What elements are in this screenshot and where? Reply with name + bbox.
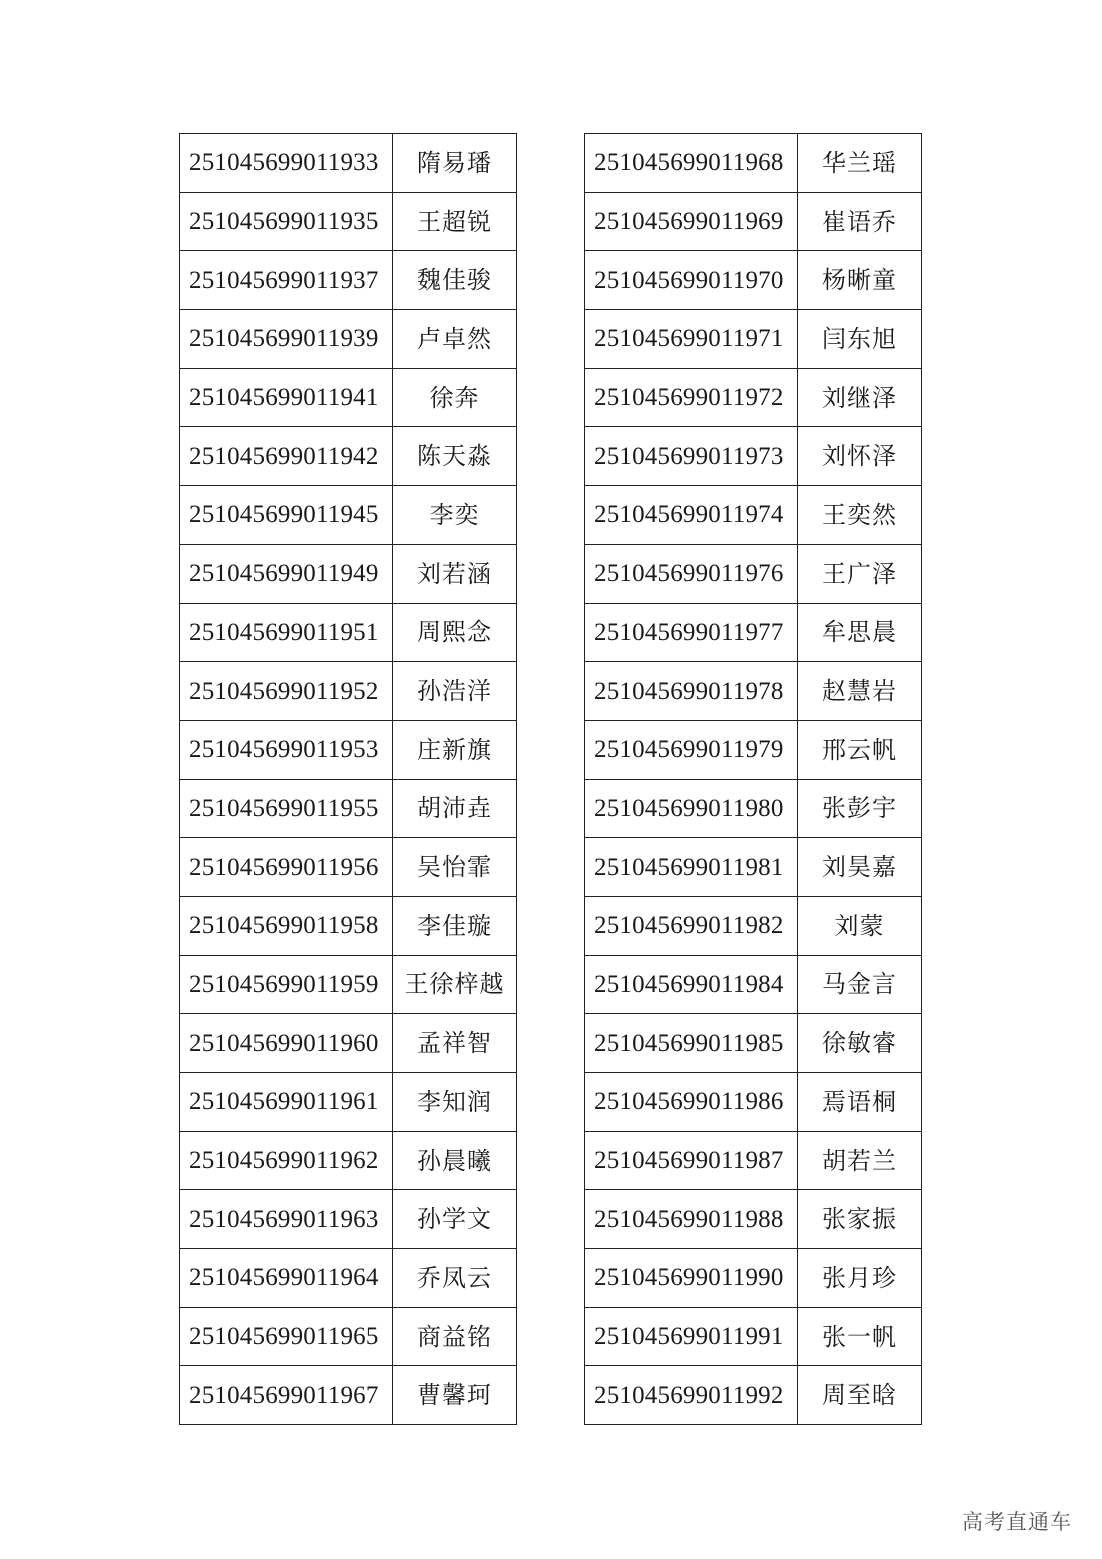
candidate-id-cell: 251045699011945 [180, 486, 393, 545]
left-roster-body [180, 134, 517, 1425]
table-row [180, 779, 517, 838]
table-row [180, 720, 517, 779]
candidate-id-cell: 251045699011962 [180, 1131, 393, 1190]
candidate-name-cell: 李知润 [393, 1073, 517, 1132]
table-row [180, 1307, 517, 1366]
candidate-id-cell: 251045699011967 [180, 1366, 393, 1425]
candidate-id-cell: 251045699011958 [180, 896, 393, 955]
table-row [180, 192, 517, 251]
candidate-id-cell: 251045699011951 [180, 603, 393, 662]
candidate-id-cell: 251045699011964 [180, 1249, 393, 1308]
candidate-name-cell: 胡沛垚 [393, 779, 517, 838]
candidate-name-cell: 王超锐 [393, 192, 517, 251]
table-row [585, 544, 922, 603]
candidate-name-cell: 王广泽 [798, 544, 922, 603]
table-row [585, 779, 922, 838]
table-row [180, 310, 517, 369]
table-row [180, 427, 517, 486]
candidate-id-cell: 251045699011991 [585, 1307, 798, 1366]
candidate-name-cell: 刘继泽 [798, 368, 922, 427]
candidate-id-cell: 251045699011990 [585, 1249, 798, 1308]
candidate-name-cell: 庄新旗 [393, 720, 517, 779]
candidate-name-cell: 陈天淼 [393, 427, 517, 486]
candidate-id-cell: 251045699011937 [180, 251, 393, 310]
table-row [180, 1014, 517, 1073]
candidate-id-cell: 251045699011960 [180, 1014, 393, 1073]
candidate-name-cell: 张家振 [798, 1190, 922, 1249]
candidate-name-cell: 乔凤云 [393, 1249, 517, 1308]
candidate-name-cell: 徐敏睿 [798, 1014, 922, 1073]
candidate-id-cell: 251045699011952 [180, 662, 393, 721]
table-row [585, 427, 922, 486]
candidate-id-cell: 251045699011986 [585, 1073, 798, 1132]
table-row [180, 486, 517, 545]
table-row [585, 486, 922, 545]
right-roster-table [584, 133, 922, 1425]
candidate-id-cell: 251045699011988 [585, 1190, 798, 1249]
table-row [585, 310, 922, 369]
candidate-id-cell: 251045699011968 [585, 134, 798, 193]
candidate-id-cell: 251045699011970 [585, 251, 798, 310]
table-row [585, 955, 922, 1014]
candidate-name-cell: 马金言 [798, 955, 922, 1014]
table-row [585, 1249, 922, 1308]
table-row [180, 1366, 517, 1425]
table-row [585, 1014, 922, 1073]
left-roster-table [179, 133, 517, 1425]
candidate-name-cell: 杨晰童 [798, 251, 922, 310]
candidate-name-cell: 崔语乔 [798, 192, 922, 251]
candidate-id-cell: 251045699011992 [585, 1366, 798, 1425]
table-row [180, 1131, 517, 1190]
candidate-id-cell: 251045699011933 [180, 134, 393, 193]
candidate-id-cell: 251045699011956 [180, 838, 393, 897]
candidate-name-cell: 闫东旭 [798, 310, 922, 369]
candidate-name-cell: 李佳璇 [393, 896, 517, 955]
candidate-id-cell: 251045699011982 [585, 896, 798, 955]
candidate-id-cell: 251045699011981 [585, 838, 798, 897]
candidate-name-cell: 卢卓然 [393, 310, 517, 369]
candidate-name-cell: 邢云帆 [798, 720, 922, 779]
candidate-id-cell: 251045699011974 [585, 486, 798, 545]
table-row [180, 603, 517, 662]
table-row [180, 662, 517, 721]
candidate-id-cell: 251045699011965 [180, 1307, 393, 1366]
table-row [585, 251, 922, 310]
candidate-id-cell: 251045699011949 [180, 544, 393, 603]
candidate-name-cell: 刘怀泽 [798, 427, 922, 486]
candidate-name-cell: 孙浩洋 [393, 662, 517, 721]
watermark-text: 高考直通车 [962, 1510, 1072, 1534]
candidate-name-cell: 华兰瑶 [798, 134, 922, 193]
candidate-id-cell: 251045699011955 [180, 779, 393, 838]
table-row [585, 720, 922, 779]
candidate-id-cell: 251045699011976 [585, 544, 798, 603]
candidate-id-cell: 251045699011987 [585, 1131, 798, 1190]
table-row [180, 896, 517, 955]
candidate-name-cell: 周熙念 [393, 603, 517, 662]
candidate-id-cell: 251045699011939 [180, 310, 393, 369]
candidate-id-cell: 251045699011980 [585, 779, 798, 838]
candidate-id-cell: 251045699011969 [585, 192, 798, 251]
candidate-name-cell: 刘昊嘉 [798, 838, 922, 897]
candidate-id-cell: 251045699011953 [180, 720, 393, 779]
candidate-id-cell: 251045699011961 [180, 1073, 393, 1132]
candidate-name-cell: 张一帆 [798, 1307, 922, 1366]
candidate-name-cell: 徐奔 [393, 368, 517, 427]
table-row [585, 1131, 922, 1190]
candidate-name-cell: 孙学文 [393, 1190, 517, 1249]
candidate-id-cell: 251045699011942 [180, 427, 393, 486]
table-row [180, 544, 517, 603]
table-row [180, 251, 517, 310]
table-row [585, 1307, 922, 1366]
table-row [585, 1366, 922, 1425]
candidate-name-cell: 牟思晨 [798, 603, 922, 662]
candidate-name-cell: 王徐梓越 [393, 955, 517, 1014]
table-row [585, 368, 922, 427]
candidate-id-cell: 251045699011979 [585, 720, 798, 779]
candidate-id-cell: 251045699011935 [180, 192, 393, 251]
table-row [585, 838, 922, 897]
candidate-name-cell: 商益铭 [393, 1307, 517, 1366]
table-row [585, 603, 922, 662]
table-row [585, 662, 922, 721]
candidate-name-cell: 孙晨曦 [393, 1131, 517, 1190]
candidate-name-cell: 张月珍 [798, 1249, 922, 1308]
candidate-name-cell: 刘若涵 [393, 544, 517, 603]
candidate-id-cell: 251045699011971 [585, 310, 798, 369]
table-row [180, 955, 517, 1014]
candidate-name-cell: 魏佳骏 [393, 251, 517, 310]
candidate-id-cell: 251045699011963 [180, 1190, 393, 1249]
table-row [585, 896, 922, 955]
table-row [180, 134, 517, 193]
candidate-name-cell: 隋易璠 [393, 134, 517, 193]
table-row [585, 1073, 922, 1132]
table-row [585, 1190, 922, 1249]
candidate-name-cell: 李奕 [393, 486, 517, 545]
candidate-name-cell: 刘蒙 [798, 896, 922, 955]
table-row [585, 134, 922, 193]
table-row [585, 192, 922, 251]
table-row [180, 1073, 517, 1132]
candidate-id-cell: 251045699011984 [585, 955, 798, 1014]
candidate-name-cell: 孟祥智 [393, 1014, 517, 1073]
table-row [180, 1249, 517, 1308]
candidate-name-cell: 曹馨珂 [393, 1366, 517, 1425]
candidate-id-cell: 251045699011978 [585, 662, 798, 721]
candidate-id-cell: 251045699011973 [585, 427, 798, 486]
candidate-name-cell: 赵慧岩 [798, 662, 922, 721]
candidate-name-cell: 张彭宇 [798, 779, 922, 838]
table-row [180, 838, 517, 897]
table-row [180, 1190, 517, 1249]
candidate-id-cell: 251045699011941 [180, 368, 393, 427]
candidate-id-cell: 251045699011977 [585, 603, 798, 662]
candidate-name-cell: 胡若兰 [798, 1131, 922, 1190]
candidate-name-cell: 王奕然 [798, 486, 922, 545]
right-roster-body [585, 134, 922, 1425]
candidate-id-cell: 251045699011959 [180, 955, 393, 1014]
candidate-id-cell: 251045699011985 [585, 1014, 798, 1073]
candidate-name-cell: 吴怡霏 [393, 838, 517, 897]
candidate-id-cell: 251045699011972 [585, 368, 798, 427]
candidate-name-cell: 周至晗 [798, 1366, 922, 1425]
table-row [180, 368, 517, 427]
candidate-name-cell: 焉语桐 [798, 1073, 922, 1132]
